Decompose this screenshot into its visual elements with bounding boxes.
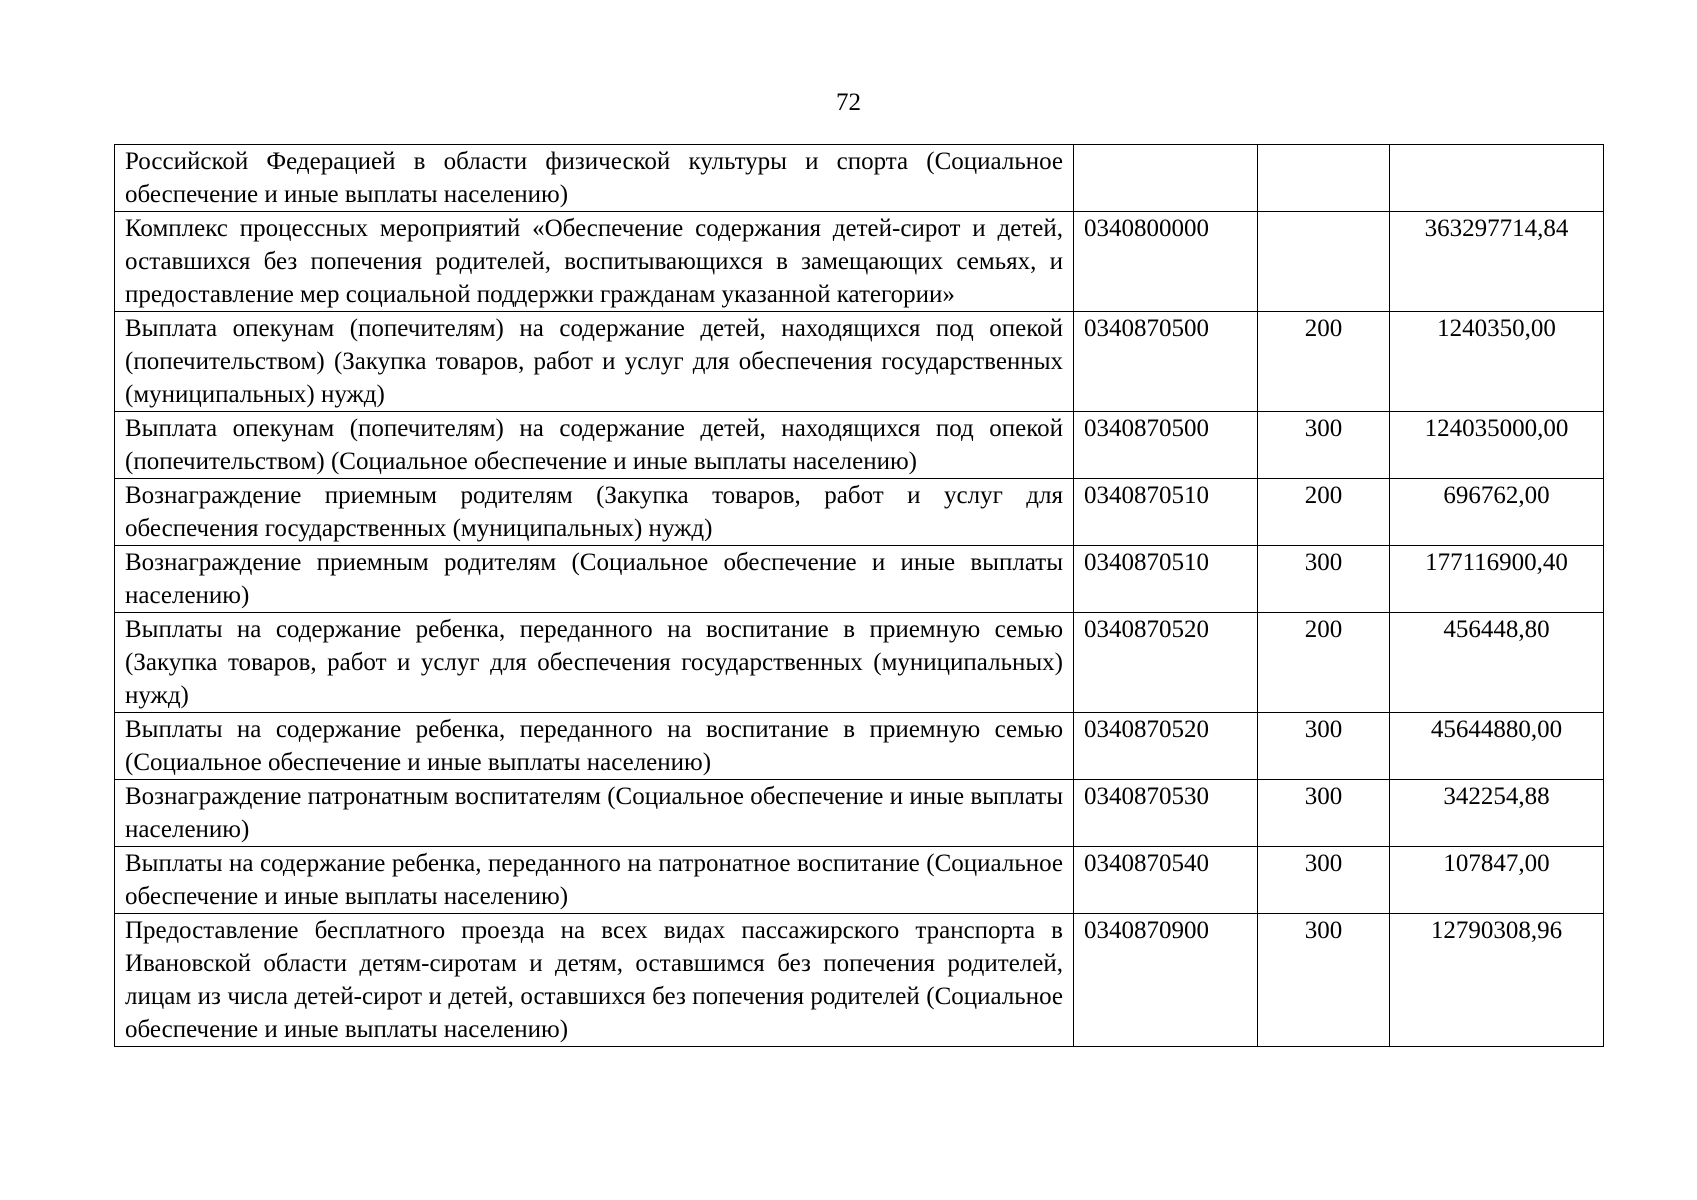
table-row (115, 412, 1604, 479)
row-description: Вознаграждение приемным родителям (Закупка товаров, работ и услуг для обеспечения государственных (муниципальных) нужд) (115, 479, 1074, 546)
table-row (115, 780, 1604, 847)
row-amount: 363297714,84 (1390, 212, 1604, 312)
row-expense-type: 200 (1258, 613, 1390, 713)
row-description: Российской Федерацией в области физической культуры и спорта (Социальное обеспечение и иные выплаты населению) (115, 145, 1074, 212)
row-expense-type (1258, 212, 1390, 312)
row-amount: 107847,00 (1390, 847, 1604, 914)
row-expense-type (1258, 145, 1390, 212)
row-target-code: 0340870530 (1074, 780, 1258, 847)
table-row (115, 847, 1604, 914)
row-expense-type: 200 (1258, 312, 1390, 412)
table-row (115, 613, 1604, 713)
row-target-code: 0340870540 (1074, 847, 1258, 914)
row-target-code: 0340870510 (1074, 479, 1258, 546)
row-amount: 1240350,00 (1390, 312, 1604, 412)
row-target-code (1074, 145, 1258, 212)
row-description: Выплаты на содержание ребенка, переданного на воспитание в приемную семью (Закупка товаров, работ и услуг для обеспечения государственных (муниципальных) нужд) (115, 613, 1074, 713)
table-row (115, 212, 1604, 312)
row-target-code: 0340870900 (1074, 914, 1258, 1047)
row-expense-type: 300 (1258, 713, 1390, 780)
table-row (115, 312, 1604, 412)
row-description: Выплата опекунам (попечителям) на содержание детей, находящихся под опекой (попечительством) (Закупка товаров, работ и услуг для обеспечения государственных (муниципальных) нужд) (115, 312, 1074, 412)
row-target-code: 0340870510 (1074, 546, 1258, 613)
row-expense-type: 300 (1258, 546, 1390, 613)
row-description: Вознаграждение патронатным воспитателям (Социальное обеспечение и иные выплаты населению) (115, 780, 1074, 847)
row-amount: 124035000,00 (1390, 412, 1604, 479)
row-description: Комплекс процессных мероприятий «Обеспечение содержания детей-сирот и детей, оставшихся без попечения родителей, воспитывающихся в замещающих семьях, и предоставление мер социальной поддержки гражданам указанной категории» (115, 212, 1074, 312)
row-amount: 456448,80 (1390, 613, 1604, 713)
row-description: Выплаты на содержание ребенка, переданного на патронатное воспитание (Социальное обеспечение и иные выплаты населению) (115, 847, 1074, 914)
budget-table (114, 144, 1604, 1047)
table-row (115, 546, 1604, 613)
table-row (115, 145, 1604, 212)
row-expense-type: 300 (1258, 847, 1390, 914)
row-expense-type: 300 (1258, 914, 1390, 1047)
row-target-code: 0340870520 (1074, 713, 1258, 780)
row-description: Вознаграждение приемным родителям (Социальное обеспечение и иные выплаты населению) (115, 546, 1074, 613)
budget-table-body (115, 145, 1604, 1047)
row-expense-type: 300 (1258, 780, 1390, 847)
row-description: Выплата опекунам (попечителям) на содержание детей, находящихся под опекой (попечительством) (Социальное обеспечение и иные выплаты населению) (115, 412, 1074, 479)
row-amount: 12790308,96 (1390, 914, 1604, 1047)
row-target-code: 0340870520 (1074, 613, 1258, 713)
row-amount (1390, 145, 1604, 212)
row-expense-type: 300 (1258, 412, 1390, 479)
page-number: 72 (836, 89, 861, 116)
row-amount: 696762,00 (1390, 479, 1604, 546)
row-target-code: 0340870500 (1074, 412, 1258, 479)
table-row (115, 479, 1604, 546)
row-target-code: 0340800000 (1074, 212, 1258, 312)
row-description: Выплаты на содержание ребенка, переданного на воспитание в приемную семью (Социальное обеспечение и иные выплаты населению) (115, 713, 1074, 780)
row-amount: 45644880,00 (1390, 713, 1604, 780)
table-row (115, 914, 1604, 1047)
table-row (115, 713, 1604, 780)
row-target-code: 0340870500 (1074, 312, 1258, 412)
row-description: Предоставление бесплатного проезда на всех видах пассажирского транспорта в Ивановской области детям-сиротам и детям, оставшимся без попечения родителей, лицам из числа детей-сирот и детей, оставшихся без попечения родителей (Социальное обеспечение и иные выплаты населению) (115, 914, 1074, 1047)
row-amount: 342254,88 (1390, 780, 1604, 847)
row-amount: 177116900,40 (1390, 546, 1604, 613)
row-expense-type: 200 (1258, 479, 1390, 546)
